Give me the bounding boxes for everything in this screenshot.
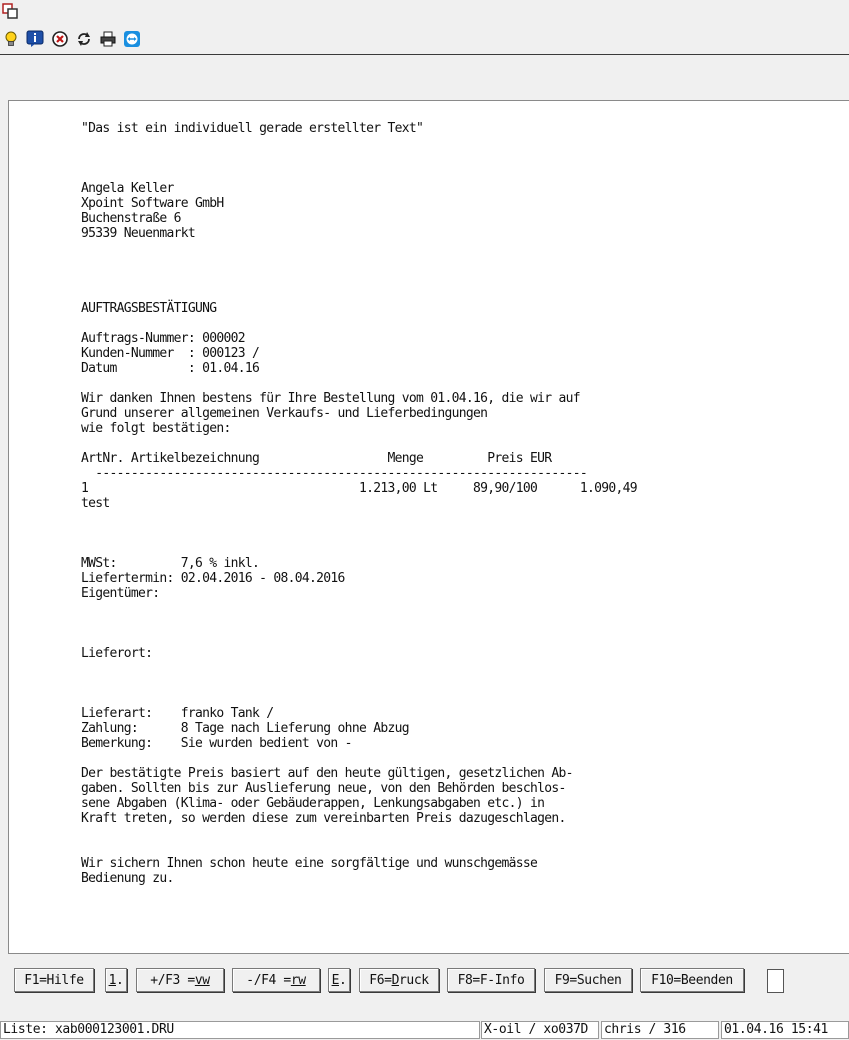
document-line: Kraft treten, so werden diese zum vereinbarten Preis dazugeschlagen. — [81, 811, 566, 826]
print-icon[interactable] — [99, 30, 117, 48]
document-line: Xpoint Software GmbH — [81, 196, 224, 211]
document-line: Auftrags-Nummer: 000002 — [81, 331, 245, 346]
backward-button[interactable]: -/F4 = rw — [232, 968, 320, 992]
status-bar — [0, 1020, 849, 1040]
teamviewer-icon[interactable] — [123, 30, 141, 48]
document-line: AUFTRAGSBESTÄTIGUNG — [81, 301, 217, 316]
document-line: Lieferort: — [81, 646, 153, 661]
help-button[interactable]: F1=Hilfe — [14, 968, 94, 992]
document-line: Angela Keller — [81, 181, 174, 196]
blank-field[interactable] — [767, 969, 784, 993]
toolbar — [0, 26, 849, 55]
first-page-button[interactable]: 1 . — [105, 968, 127, 992]
document-line: 95339 Neuenmarkt — [81, 226, 196, 241]
app-window-icon[interactable] — [2, 3, 18, 19]
document-line: Bemerkung: Sie wurden bedient von - — [81, 736, 352, 751]
file-info-button[interactable]: F8=F-Info — [447, 968, 535, 992]
status-system: X-oil / xo037D — [481, 1021, 599, 1039]
document-line: Der bestätigte Preis basiert auf den heute gültigen, gesetzlichen Ab- — [81, 766, 573, 781]
document-line: Liefertermin: 02.04.2016 - 08.04.2016 — [81, 571, 345, 586]
document-line: Datum : 01.04.16 — [81, 361, 260, 376]
cancel-icon[interactable] — [51, 30, 69, 48]
info-icon[interactable] — [26, 30, 44, 48]
document-line: "Das ist ein individuell gerade erstellter Text" — [81, 121, 424, 136]
document-line: Lieferart: franko Tank / — [81, 706, 274, 721]
document-line: Eigentümer: — [81, 586, 160, 601]
document-line: Wir danken Ihnen bestens für Ihre Bestellung vom 01.04.16, die wir auf — [81, 391, 580, 406]
status-file: Liste: xab000123001.DRU — [0, 1021, 480, 1039]
document-line: test — [81, 496, 110, 511]
print-button[interactable]: F6= D ruck — [359, 968, 439, 992]
refresh-icon[interactable] — [75, 30, 93, 48]
document-line: Wir sichern Ihnen schon heute eine sorgfältige und wunschgemässe — [81, 856, 538, 871]
document-line: --------------------------------------------------------------------- — [81, 466, 587, 481]
document-line: sene Abgaben (Klima- oder Gebäuderappen, Lenkungsabgaben etc.) in — [81, 796, 545, 811]
document-line: MWSt: 7,6 % inkl. — [81, 556, 260, 571]
document-text — [81, 121, 637, 886]
document-line: Grund unserer allgemeinen Verkaufs- und Lieferbedingungen — [81, 406, 488, 421]
lightbulb-icon[interactable] — [2, 30, 20, 48]
exit-button[interactable]: F10=Beenden — [640, 968, 744, 992]
document-line: Zahlung: 8 Tage nach Lieferung ohne Abzug — [81, 721, 409, 736]
document-line: ArtNr. Artikelbezeichnung Menge Preis EUR — [81, 451, 552, 466]
document-line: 1 1.213,00 Lt 89,90/100 1.090,49 — [81, 481, 637, 496]
forward-button[interactable]: +/F3 = vw — [136, 968, 224, 992]
document-line: gaben. Sollten bis zur Auslieferung neue, von den Behörden beschlos- — [81, 781, 566, 796]
document-line: Bedienung zu. — [81, 871, 174, 886]
document-line: Kunden-Nummer : 000123 / — [81, 346, 260, 361]
document-line: wie folgt bestätigen: — [81, 421, 231, 436]
document-line: Buchenstraße 6 — [81, 211, 181, 226]
status-datetime: 01.04.16 15:41 — [721, 1021, 849, 1039]
search-button[interactable]: F9=Suchen — [544, 968, 632, 992]
status-user: chris / 316 — [601, 1021, 719, 1039]
last-page-button[interactable]: E . — [328, 968, 350, 992]
title-bar — [0, 0, 849, 26]
